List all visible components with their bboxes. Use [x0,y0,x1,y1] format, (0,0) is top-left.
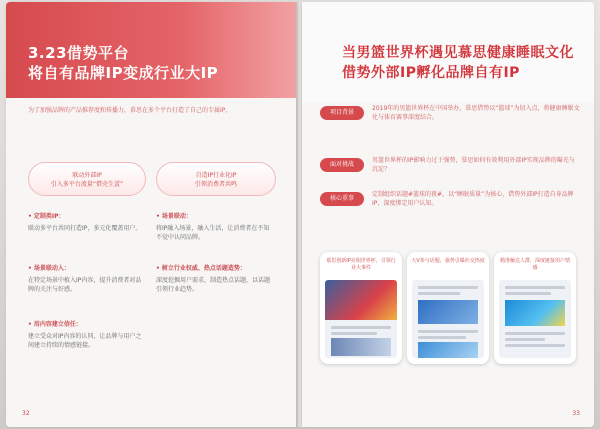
right-page-header [302,2,594,102]
left-title-line2: 将自有品牌IP变成行业大IP [28,64,219,82]
left-item-1-text: 联动多平台共同打造IP，多元化覆盖用户。 [28,225,142,232]
right-title-line2: 借势外部IP孵化品牌自有IP [342,65,520,81]
pill-own-ip-line2: 引领消费者共鸣 [194,181,237,188]
left-item-3-title: • 场景联动入： [28,265,70,272]
left-item-2-title: • 场景联动： [156,213,192,220]
left-item-4-title: • 树立行业权威、热点话题造势： [156,265,246,272]
background-text: 2019年的男篮世界杯在中国举办，慕思借势以“篮球”为切入点，将健康睡眠文化与体育赛事深度结合。 [372,105,580,121]
left-item-2-text: 将IP融入场景，融入生活，让消费者在不知不觉中认同品牌。 [156,225,270,241]
pill-external-ip-line1: 联动外部IP [72,172,102,179]
case-card-1-title: 慕思创新IP亮相世界杯，引领行业大事件 [326,258,396,271]
core-text: 定制组织话题#篮球的夜#，以“睡眠质量”为核心，借势外部IP打造自身品牌IP，深度绑定用户认知。 [372,191,574,207]
case-card-2 [407,252,489,364]
pill-own-ip-line1: 自造IP行业化IP [195,172,237,179]
left-intro-text: 为了加强品牌的产品推荐度和传播力，慕思在多个平台打造了自己的专属IP。 [28,107,232,114]
left-item-2 [156,212,274,242]
pill-external-ip-line2: 引入多平台流量“借壳生蛋” [50,181,124,188]
left-item-5 [28,320,146,350]
tag-background: 项目背景 [320,106,364,120]
left-item-5-text: 建立受众对IP内容的认同，让品牌与用户之间建立持续的情感链接。 [28,333,142,349]
left-item-4 [156,264,274,294]
left-item-3 [28,264,146,294]
right-title-line1: 当男篮世界杯遇见慕思健康睡眠文化 [342,45,574,61]
right-page [302,2,594,427]
left-item-5-title: • 用内容建立信任： [28,321,82,328]
tag-core: 核心重事 [320,192,364,206]
left-item-1 [28,212,146,233]
case-card-3 [494,252,576,364]
left-item-4-text: 深度挖掘用户需求，制造热点话题，以话题引领行业趋势。 [156,277,271,293]
pill-own-ip [156,162,276,196]
tag-challenge: 面对挑战 [320,158,364,172]
case-card-3-screenshot [499,280,571,358]
case-card-1 [320,252,402,364]
left-item-3-text: 在特定场景中植入IP内容，提升消费者对品牌的关注与好感。 [28,277,142,293]
challenge-text: 男篮世界杯的IP影响力过于强势，慕思如何有效利用外部IP实现品牌的曝光与沉淀？ [372,157,575,173]
left-title-line1: 3.23借势平台 [28,44,130,62]
case-card-1-screenshot [325,280,397,358]
left-item-1-title: • 定制类IP： [28,213,65,220]
left-page [6,2,298,427]
case-card-2-screenshot [412,280,484,358]
left-page-number: 32 [22,410,30,417]
right-page-number: 33 [572,410,580,417]
pill-external-ip [28,162,146,196]
left-page-header [6,2,298,98]
case-card-2-title: 大V参与话题，强势引爆社交热度 [411,258,485,264]
case-card-3-title: 精准触达人群，深度链接用户情感 [499,258,570,271]
